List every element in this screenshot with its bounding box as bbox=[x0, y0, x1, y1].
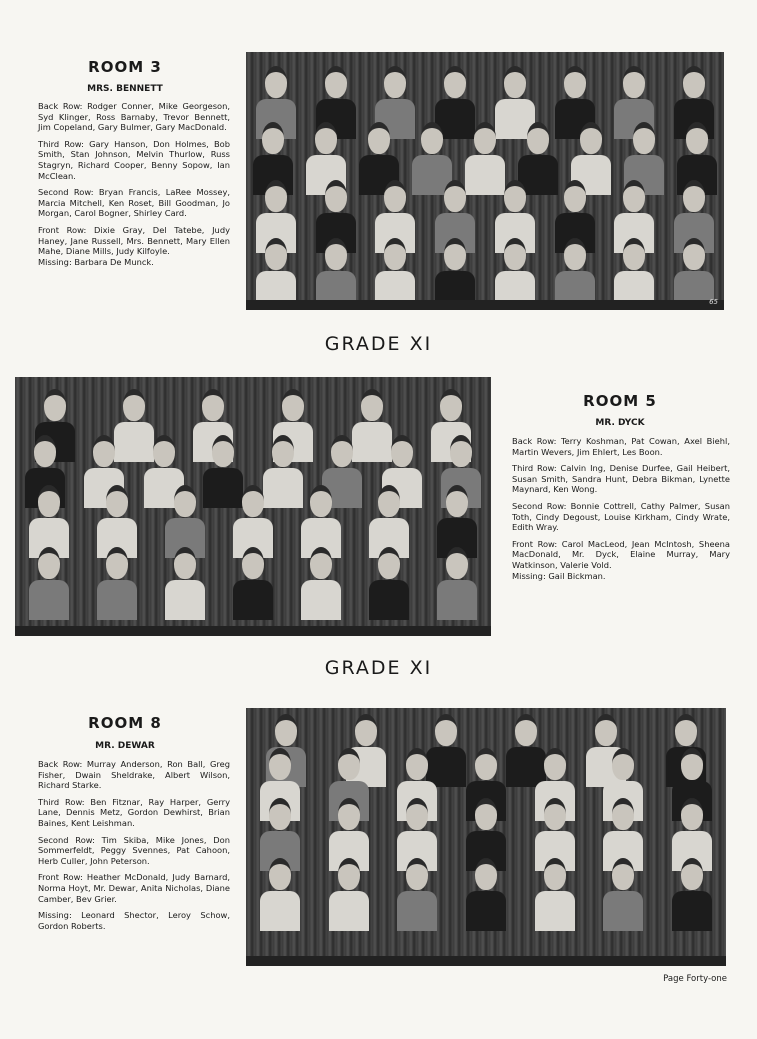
grade-header-1: GRADE XI bbox=[324, 333, 433, 355]
room-3-caption bbox=[38, 101, 230, 273]
room-3-missing: Missing: Barbara De Munck. bbox=[38, 256, 154, 267]
room-5-missing: Missing: Gail Bickman. bbox=[512, 570, 606, 581]
page-number: Page Forty-one bbox=[663, 974, 727, 984]
room-8-second-row: Second Row: Tim Skiba, Mike Jones, Don Sommerfeldt, Peggy Svennes, Pat Cahoon, Herb Culler, John Peterson. bbox=[38, 834, 230, 866]
room-8-class-photo bbox=[246, 708, 726, 966]
room-3-photo-mark: 65 bbox=[709, 298, 718, 306]
room-3-teacher: MRS. BENNETT bbox=[87, 84, 163, 94]
room-5-title: ROOM 5 bbox=[583, 392, 657, 410]
room-5-caption bbox=[512, 436, 730, 587]
room-3-second-row: Second Row: Bryan Francis, LaRee Mossey, Marcia Mitchell, Ken Roset, Bill Goodman, Jo Morgan, Carol Bogner, Shirley Card. bbox=[38, 187, 230, 219]
room-5-back-row: Back Row: Terry Koshman, Pat Cowan, Axel Biehl, Martin Wevers, Jim Ehlert, Les Boon. bbox=[512, 436, 730, 457]
room-5-class-photo bbox=[15, 377, 491, 636]
room-3-back-row: Back Row: Rodger Conner, Mike Georgeson, Syd Klinger, Ross Barnaby, Trevor Bennett, Jim Copeland, Gary Bulmer, Gary MacDonald. bbox=[38, 101, 230, 133]
room-8-third-row: Third Row: Ben Fitznar, Ray Harper, Gerry Lane, Dennis Metz, Gordon Dewhirst, Brian Baines, Kent Leishman. bbox=[38, 796, 230, 828]
grade-header-2: GRADE XI bbox=[324, 657, 433, 679]
room-8-missing: Missing: Leonard Shector, Leroy Schow, Gordon Roberts. bbox=[38, 910, 230, 931]
room-8-front-row: Front Row: Heather McDonald, Judy Barnard, Norma Hoyt, Mr. Dewar, Anita Nicholas, Diane Camber, Bev Grier. bbox=[38, 872, 230, 904]
room-8-teacher: MR. DEWAR bbox=[95, 741, 155, 751]
room-8-title: ROOM 8 bbox=[88, 714, 162, 732]
room-5-third-row: Third Row: Calvin Ing, Denise Durfee, Gail Heibert, Susan Smith, Sandra Hunt, Debra Bikman, Lynette Maynard, Ken Wong. bbox=[512, 463, 730, 495]
room-5-front-row: Front Row: Carol MacLeod, Jean McIntosh, Sheena MacDonald, Mr. Dyck, Elaine Murray, Mary Watkinson, Valerie Vold. bbox=[512, 538, 730, 570]
room-3-title: ROOM 3 bbox=[88, 58, 162, 76]
room-3-third-row: Third Row: Gary Hanson, Don Holmes, Bob Smith, Stan Johnson, Melvin Thurlow, Russ Stagryn, Richard Cooper, Benny Sopow, Ian McClean. bbox=[38, 138, 230, 181]
room-8-caption bbox=[38, 759, 230, 937]
room-5-teacher: MR. DYCK bbox=[595, 418, 645, 428]
room-3-class-photo bbox=[246, 52, 724, 310]
room-8-back-row: Back Row: Murray Anderson, Ron Ball, Greg Fisher, Dwain Sheldrake, Albert Wilson, Richard Starke. bbox=[38, 759, 230, 791]
room-3-front-row: Front Row: Dixie Gray, Del Tatebe, Judy Haney, Jane Russell, Mrs. Bennett, Mary Ellen Mahe, Diane Mills, Judy Kilfoyle. bbox=[38, 224, 230, 257]
room-5-second-row: Second Row: Bonnie Cottrell, Cathy Palmer, Susan Toth, Cindy Degoust, Louise Kirkham, Cindy Wrate, Edith Wray. bbox=[512, 500, 730, 533]
